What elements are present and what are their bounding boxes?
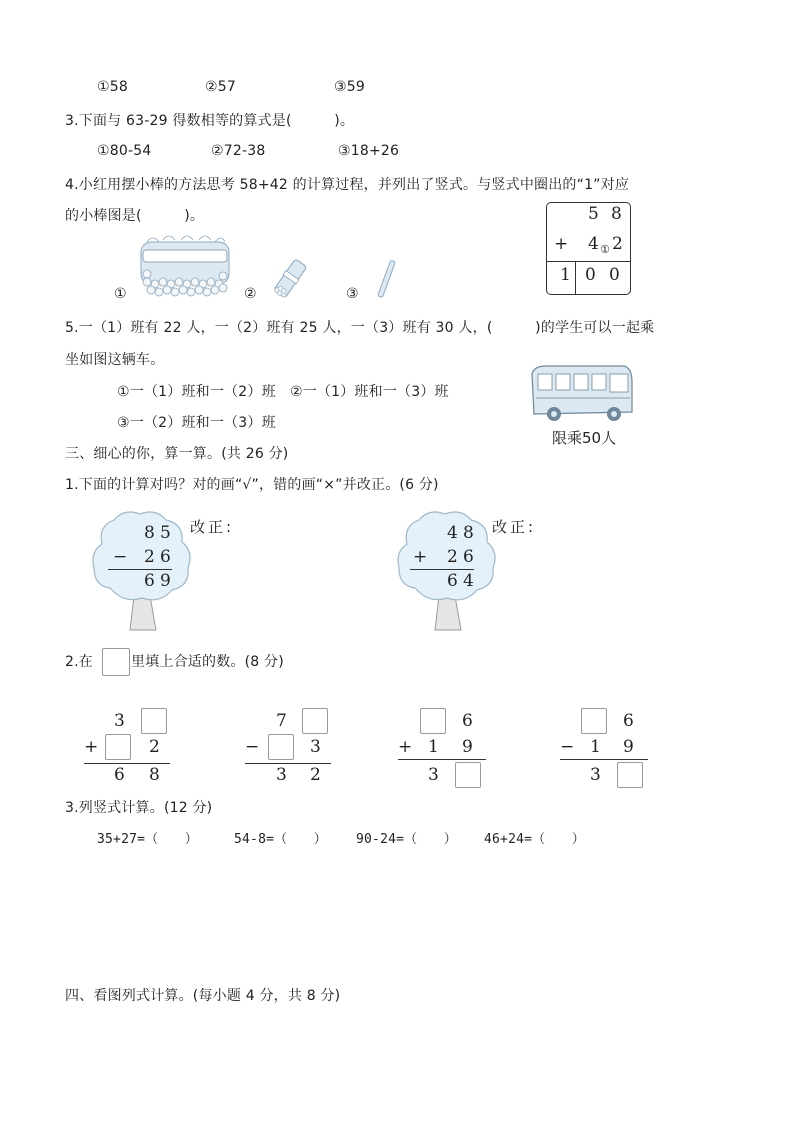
section3-q1-stem: 1.下面的计算对吗？对的画“√”，错的画“×”并改正。(6 分) <box>65 477 439 493</box>
sample-blank-box <box>102 648 130 676</box>
q3-option-3: ③18+26 <box>338 143 400 159</box>
q5-stem-line1: 5.一（1）班有 22 人，一（2）班有 25 人，一（3）班有 30 人，( )的学生可以一起乘 <box>65 320 655 336</box>
calc-digit: 6 <box>623 711 634 731</box>
section3-q2-stem-pre: 2.在 <box>65 654 93 670</box>
calc-digit: 8 <box>611 204 622 224</box>
single-stick-icon <box>376 258 398 300</box>
q3-item-3: 90-24=（ ） <box>356 832 457 847</box>
answer-box[interactable] <box>581 708 607 734</box>
section3-title: 三、细心的你，算一算。(共 26 分) <box>65 446 289 462</box>
q3-option-1: ①80-54 <box>97 143 152 159</box>
calc-digit: 8 <box>149 765 160 785</box>
calc-digit: 3 <box>590 765 601 785</box>
section3-q2-stem-post: 里填上合适的数。(8 分) <box>131 654 284 670</box>
calc-digit: 6 <box>160 547 171 567</box>
calc-digit: 9 <box>462 737 473 757</box>
q3-item-2: 54-8=（ ） <box>234 832 327 847</box>
answer-box[interactable] <box>455 762 481 788</box>
q4-vertical-calc-box <box>546 202 631 295</box>
calc-digit: 2 <box>144 547 155 567</box>
calc-operator: + <box>554 234 569 254</box>
section3-q3-stem: 3.列竖式计算。(12 分) <box>65 800 213 816</box>
answer-box[interactable] <box>268 734 294 760</box>
q4-stem-line2: 的小棒图是( )。 <box>65 208 205 224</box>
calc-digit: 3 <box>114 711 125 731</box>
q4-stem-line1: 4.小红用摆小棒的方法思考 58+42 的计算过程，并列出了竖式。与竖式中圈出的“1”对应 <box>65 177 630 193</box>
answer-box[interactable] <box>141 708 167 734</box>
calc-digit: 4 <box>463 571 474 591</box>
calc-digit: 6 <box>463 547 474 567</box>
calc-digit: 6 <box>462 711 473 731</box>
tree-icon <box>395 508 497 634</box>
q2-option-1: ①58 <box>97 79 128 95</box>
calc-digit: 1 <box>590 737 601 757</box>
answer-box[interactable] <box>302 708 328 734</box>
bus-icon <box>526 362 638 426</box>
answer-box[interactable] <box>617 762 643 788</box>
calc-digit: 2 <box>612 234 623 254</box>
q4-option-mark-2: ② <box>244 286 257 302</box>
correction-label: 改正: <box>492 518 537 536</box>
calc-digit: 2 <box>149 737 160 757</box>
calc-digit: 8 <box>144 523 155 543</box>
calc-digit: 6 <box>144 571 155 591</box>
q4-option-mark-3: ③ <box>346 286 359 302</box>
calc-digit: 2 <box>447 547 458 567</box>
calc-digit: 7 <box>276 711 287 731</box>
calc-operator: + <box>413 547 428 567</box>
calc-digit: 8 <box>463 523 474 543</box>
calc-digit: 1 <box>560 265 571 285</box>
calc-operator: − <box>245 737 260 757</box>
stick-bundle-ten-icon <box>274 258 308 300</box>
calc-digit: 5 <box>588 204 599 224</box>
calc-digit: 3 <box>428 765 439 785</box>
q2-option-3: ③59 <box>334 79 365 95</box>
calc-digit: 4 <box>447 523 458 543</box>
calc-digit: 0 <box>585 265 596 285</box>
q3-stem: 3.下面与 63-29 得数相等的算式是( )。 <box>65 113 355 129</box>
calc-operator: − <box>113 547 128 567</box>
q5-options-row2: ③一（2）班和一（3）班 <box>117 415 276 431</box>
q5-options-row1: ①一（1）班和一（2）班 ②一（1）班和一（3）班 <box>117 384 449 400</box>
answer-box[interactable] <box>105 734 131 760</box>
calc-digit: 9 <box>623 737 634 757</box>
q3-item-1: 35+27=（ ） <box>97 832 198 847</box>
calc-digit: 6 <box>114 765 125 785</box>
calc-digit: 3 <box>276 765 287 785</box>
q2-option-2: ②57 <box>205 79 236 95</box>
calc-digit: 3 <box>310 737 321 757</box>
calc-digit: 2 <box>310 765 321 785</box>
q3-item-4: 46+24=（ ） <box>484 832 585 847</box>
section4-title: 四、看图列式计算。(每小题 4 分，共 8 分) <box>65 988 341 1004</box>
stick-bundle-hundred-icon <box>133 232 237 300</box>
calc-digit: 1 <box>428 737 439 757</box>
tree-icon <box>90 508 192 634</box>
q4-option-mark-1: ① <box>114 286 127 302</box>
calc-operator: − <box>560 737 575 757</box>
bus-capacity-label: 限乘50人 <box>552 429 617 447</box>
calc-digit: 5 <box>160 523 171 543</box>
calc-operator: + <box>398 737 413 757</box>
answer-box[interactable] <box>420 708 446 734</box>
q3-option-2: ②72-38 <box>211 143 266 159</box>
calc-digit: 9 <box>160 571 171 591</box>
q5-stem-line2: 坐如图这辆车。 <box>65 352 165 368</box>
calc-digit: 6 <box>447 571 458 591</box>
calc-digit: 4 <box>588 234 599 254</box>
calc-operator: + <box>84 737 99 757</box>
carry-mark: ① <box>600 243 610 256</box>
correction-label: 改正: <box>190 518 235 536</box>
calc-digit: 0 <box>609 265 620 285</box>
